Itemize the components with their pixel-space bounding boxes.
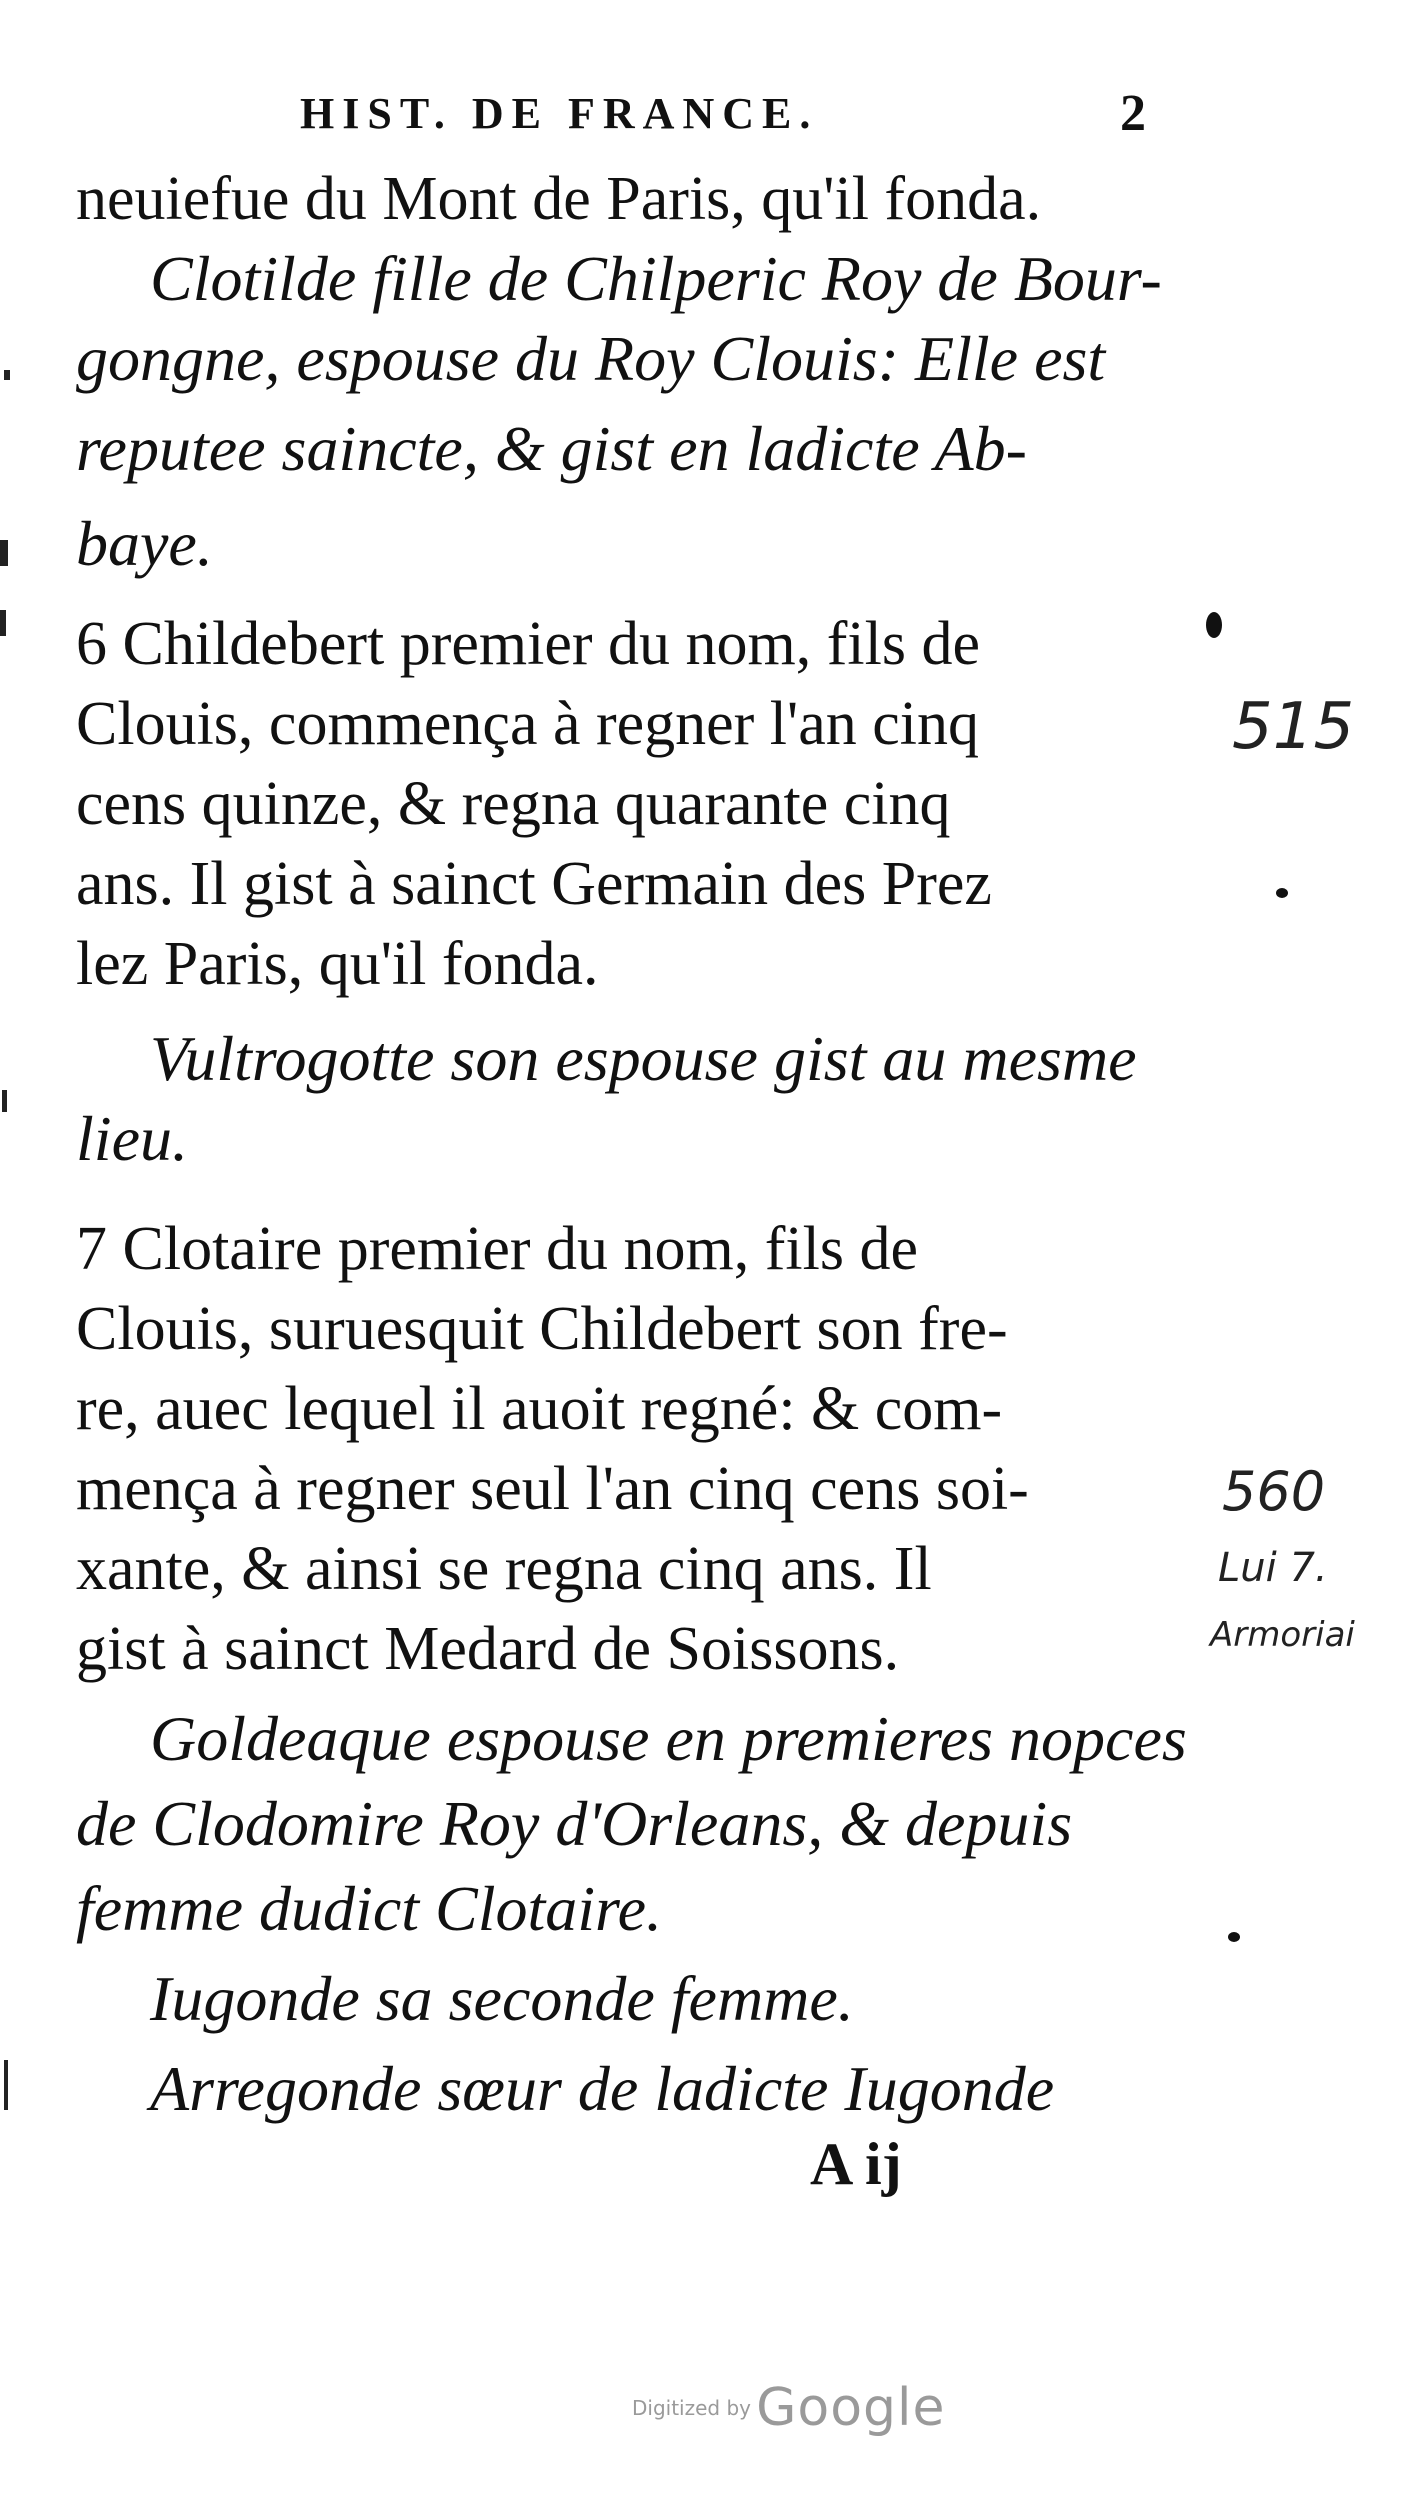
text-line: neuiefue du Mont de Paris, qu'il fonda. — [76, 165, 1042, 233]
text-line: mença à regner seul l'an cinq cens soi- — [76, 1455, 1029, 1523]
text-line: re, auec lequel il auoit regné: & com- — [76, 1375, 1003, 1443]
text-line: lieu. — [76, 1103, 188, 1174]
digitized-watermark — [632, 2378, 945, 2438]
text-line: gongne, espouse du Roy Clouis: Elle est — [76, 323, 1106, 394]
text-line: Iugonde sa seconde femme. — [150, 1963, 854, 2034]
text-line: 6 Childebert premier du nom, fils de — [76, 610, 980, 678]
edge-mark — [2, 1090, 7, 1112]
running-header: HIST. DE FRANCE. — [300, 89, 819, 138]
text-line: reputee saincte, & gist en ladicte Ab- — [76, 413, 1027, 484]
edge-mark — [0, 610, 6, 636]
ink-blot — [1228, 1932, 1240, 1942]
text-line: Clotilde fille de Chilperic Roy de Bour- — [150, 243, 1162, 314]
google-logo: Google — [756, 2378, 946, 2438]
text-line: femme dudict Clotaire. — [76, 1873, 662, 1944]
text-line: lez Paris, qu'il fonda. — [76, 930, 599, 998]
text-line: ans. Il gist à sainct Germain des Prez — [76, 850, 992, 918]
margin-note: 560 — [1222, 1460, 1326, 1523]
text-line: Arregonde sœur de ladicte Iugonde — [150, 2053, 1055, 2124]
page-number: 2 — [1120, 85, 1146, 142]
margin-note: Armoriai — [1210, 1615, 1355, 1655]
text-line: 7 Clotaire premier du nom, fils de — [76, 1215, 918, 1283]
edge-mark — [4, 2060, 8, 2110]
edge-mark — [0, 540, 8, 566]
margin-note: Lui 7. — [1218, 1545, 1328, 1591]
ink-blot — [1206, 612, 1222, 638]
text-line: xante, & ainsi se regna cinq ans. Il — [76, 1535, 932, 1603]
watermark-prefix: Digitized by — [632, 2396, 751, 2420]
text-line: Goldeaque espouse en premieres nopces — [150, 1703, 1187, 1774]
text-line: Clouis, commença à regner l'an cinq — [76, 690, 979, 758]
margin-note: 515 — [1232, 690, 1355, 764]
text-line: cens quinze, & regna quarante cinq — [76, 770, 951, 838]
ink-blot — [1276, 888, 1288, 898]
text-line: gist à sainct Medard de Soissons. — [76, 1615, 900, 1683]
text-line: Vultrogotte son espouse gist au mesme — [150, 1023, 1137, 1094]
edge-mark — [4, 370, 10, 380]
text-line: Clouis, suruesquit Childebert son fre- — [76, 1295, 1008, 1363]
text-line: baye. — [76, 508, 213, 579]
text-line: de Clodomire Roy d'Orleans, & depuis — [76, 1788, 1073, 1859]
signature-mark: A ij — [810, 2131, 902, 2197]
